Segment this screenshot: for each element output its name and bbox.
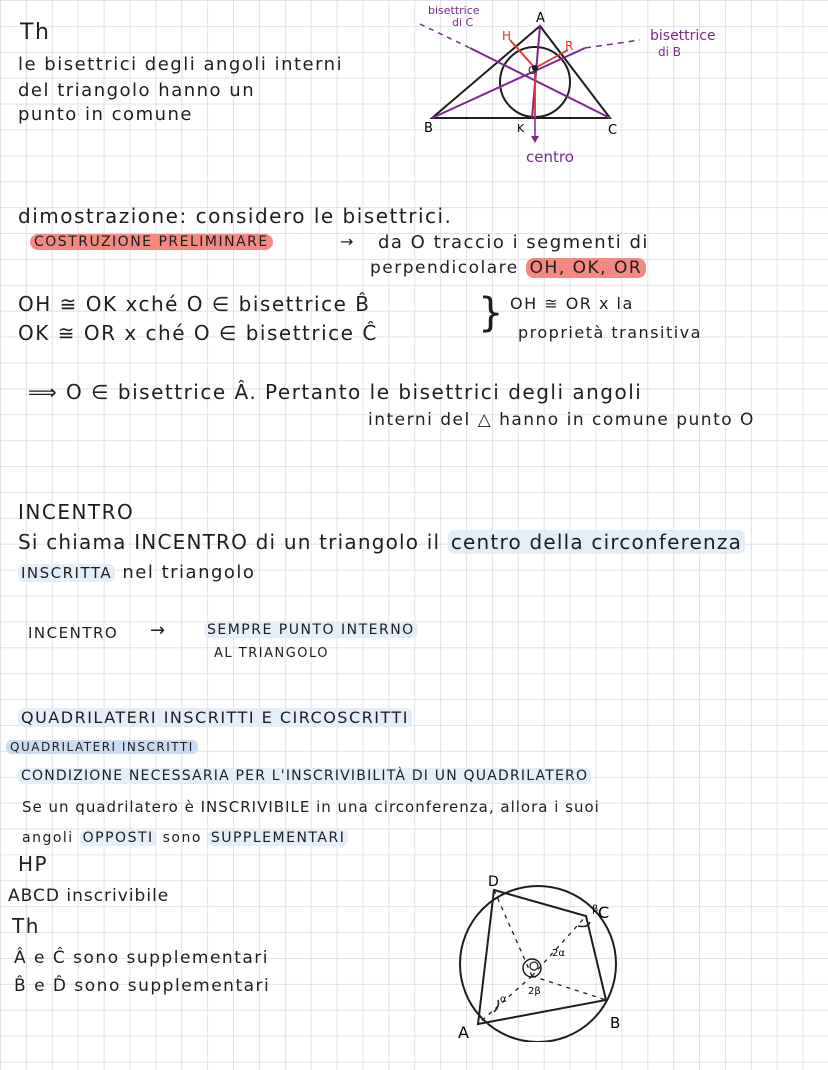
fig-label-d: D (488, 874, 499, 890)
label-centro: centro (526, 148, 574, 166)
preliminary-tag (30, 234, 273, 250)
proof-eq-1: OH ≅ OK xché O ∈ bisettrice B̂ (18, 292, 371, 316)
quad-subtitle-text: QUADRILATERI INSCRITTI (6, 740, 198, 754)
label-h: H (502, 29, 512, 43)
preliminary-tag-text: COSTRUZIONE PRELIMINARE (30, 234, 273, 250)
incentro-def-1b: centro della circonferenza (448, 530, 745, 554)
statement-line-1: le bisettrici degli angoli interni (18, 54, 344, 75)
proof-step-1: da O traccio i segmenti di (378, 232, 649, 253)
proof-eq-2: OK ≅ OR x ché O ∈ bisettrice Ĉ (18, 321, 378, 345)
label-bisettrice-b-1: bisettrice (650, 28, 716, 44)
angle-arc-a (494, 1000, 499, 1012)
triangle-figure (410, 0, 770, 170)
fig-label-2beta: 2β (528, 986, 541, 997)
quadrilateral-abcd (478, 890, 606, 1024)
label-bisettrice-c-2: di C (452, 16, 474, 29)
label-r: R (565, 39, 574, 53)
quad-title (18, 708, 412, 727)
fig-label-b: B (610, 1014, 621, 1032)
fig-label-beta: β (592, 904, 599, 915)
label-bisettrice-b-2: di B (658, 45, 681, 59)
radius-ob-dash (532, 976, 606, 1000)
bisettrice-c (470, 48, 610, 118)
label-o: O (528, 64, 537, 77)
center-mark-outer (523, 959, 541, 977)
theorem-label: Th (20, 20, 51, 45)
fig-label-2alpha: 2α (552, 948, 565, 959)
quad-line-3b: OPPOSTI (80, 830, 157, 846)
incentro-right-1-text: SEMPRE PUNTO INTERNO (204, 622, 418, 638)
quad-th-1: Â e Ĉ sono supplementari (14, 948, 269, 968)
fig-label-a: A (458, 1023, 469, 1042)
proof-intro: dimostrazione: considero le bisettrici. (18, 204, 453, 228)
diagonal-bd-dash (494, 890, 532, 976)
label-b: B (424, 121, 433, 136)
center-mark-inner (530, 962, 538, 970)
proof-implies-2: interni del △ hanno in comune punto O (368, 410, 755, 430)
incentro-definition-1 (18, 530, 745, 554)
radius-oc-dash (532, 916, 586, 976)
label-c: C (608, 123, 618, 138)
label-bisettrice-c-1: bisettrice (428, 4, 480, 17)
fig-label-c: C (598, 903, 610, 922)
quad-title-text: QUADRILATERI INSCRITTI E CIRCOSCRITTI (18, 708, 412, 727)
quad-line-3c: sono (162, 830, 202, 846)
quad-line-3a: angoli (22, 830, 74, 846)
quad-line-3 (22, 830, 348, 846)
proof-brace: } (478, 290, 505, 336)
incentro-left: INCENTRO (28, 624, 119, 642)
proof-conclusion-1: OH ≅ OR x la (510, 294, 634, 313)
proof-conclusion-2: proprietà transitiva (518, 323, 702, 342)
incentro-definition-2 (18, 562, 255, 583)
quad-condition (18, 768, 591, 784)
quad-line-3d: SUPPLEMENTARI (208, 830, 348, 846)
quad-line-2: Se un quadrilatero è INSCRIVIBILE in una circonferenza, allora i suoi (22, 798, 600, 816)
fig-label-alpha: α (500, 994, 507, 1005)
incentro-def-2a: INSCRITTA (18, 564, 115, 582)
proof-implies: ⟹ O ∈ bisettrice Â. Pertanto le bisettrici degli angoli (28, 380, 643, 404)
label-a: A (536, 11, 545, 26)
statement-line-2: del triangolo hanno un (18, 80, 256, 101)
bisettrice-b-ext (585, 40, 640, 48)
incentro-right-1 (204, 622, 418, 638)
proof-step-2b: OH, OK, OR (526, 258, 647, 278)
quad-hp: HP (18, 852, 49, 876)
preliminary-arrow: → (340, 232, 355, 251)
quad-th: Th (12, 914, 40, 938)
quad-condition-text: CONDIZIONE NECESSARIA PER L'INSCRIVIBILITÀ DI UN QUADRILATERO (18, 768, 591, 784)
incentro-title: INCENTRO (18, 500, 135, 524)
incentro-arrow: → (150, 620, 167, 641)
proof-step-2a: perpendicolare (370, 258, 519, 278)
incentro-def-1a: Si chiama INCENTRO di un triangolo il (18, 530, 441, 554)
quad-subtitle (6, 740, 198, 754)
quad-figure (448, 872, 648, 1042)
label-k: K (517, 122, 525, 135)
centro-arrow-head (531, 136, 539, 143)
incentro-right-2: AL TRIANGOLO (214, 646, 330, 661)
incentro-def-2b: nel triangolo (122, 562, 256, 583)
proof-step-2 (370, 258, 646, 278)
quad-th-2: B̂ e D̂ sono supplementari (14, 976, 271, 996)
quad-hp-text: ABCD inscrivibile (8, 886, 170, 906)
statement-line-3: punto in comune (18, 104, 193, 125)
